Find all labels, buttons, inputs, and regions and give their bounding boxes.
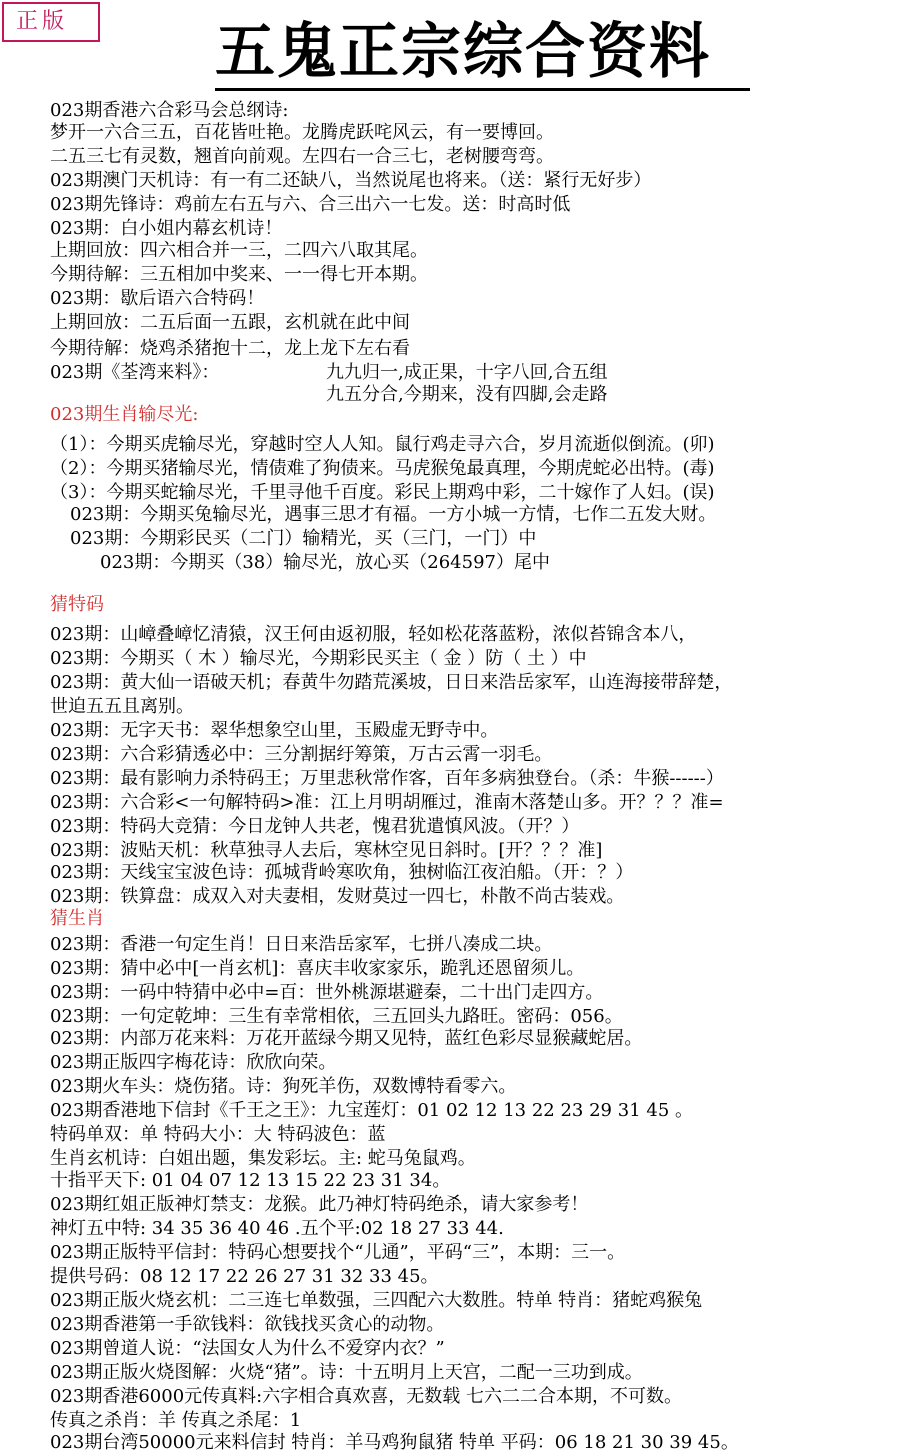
text-line: 023期：白小姐内幕玄机诗！ [50,218,283,239]
text-line: 023期先锋诗：鸡前左右五与六、合三出六一七发。送：时高时低 [50,194,571,215]
text-line: 023期香港地下信封《千王之王》：九宝莲灯：01 02 12 13 22 23 29 31 45 。 [50,1100,693,1121]
text-line: 023期《荃湾来料》： [50,362,220,383]
text-line: 023期：内部万花来料：万花开蓝绿今期又见特，蓝红色彩尽显猴藏蛇居。 [50,1028,643,1049]
text-line: 023期台湾50000元来料信封 特肖：羊马鸡狗鼠猪 特单 平码：06 18 21 30 39 45。 [50,1432,739,1453]
text-line: 023期：今期买（ 木 ）输尽光，今期彩民买主（ 金 ）防（ 土 ）中 [50,648,587,669]
text-line: 023期香港6000元传真料:六字相合真欢喜，无数载 七六二二合本期，不可数。 [50,1386,682,1407]
text-line: 023期：六合彩猜透必中：三分割据纡筹策，万古云霄一羽毛。 [50,744,553,765]
section-heading: 猜特码 [50,594,104,615]
text-line: 十指平天下: 01 04 07 12 13 15 22 23 31 34。 [50,1170,451,1191]
text-line: 023期：天线宝宝波色诗：孤城背岭寒吹角，独树临江夜泊船。（开：？） [50,862,634,883]
text-line: 二五三七有灵数，翘首向前观。左四右一合三七，老树腰弯弯。 [50,146,554,167]
section-heading: 023期生肖输尽光: [50,404,199,425]
text-line: 世迫五五且离别。 [50,696,194,717]
section-heading: 猜生肖 [50,908,104,929]
text-line: 今期待解：三五相加中奖来、一一得七开本期。 [50,264,428,285]
text-line: 023期正版火烧图解：火烧“猪”。诗：十五明月上天宫，二配一三功到成。 [50,1362,643,1383]
text-line: 023期：黄大仙一语破天机；春黄牛勿踏荒溪坡，日日来浩岳家军，山连海接带辞楚， [50,672,733,693]
text-line: 梦开一六合三五，百花皆吐艳。龙腾虎跃咤风云，有一要博回。 [50,122,554,143]
text-line: 023期曾道人说：“法国女人为什么不爱穿内衣？” [50,1338,445,1359]
text-line: 023期香港六合彩马会总纲诗: [50,100,289,121]
text-line: 023期：今期买兔输尽光，遇事三思才有福。一方小城一方情，七作二五发大财。 [70,504,717,525]
text-line: 上期回放：二五后面一五跟，玄机就在此中间 [50,312,410,333]
text-line: 023期：六合彩<一句解特码>准：江上月明胡雁过，淮南木落楚山多。开？？？准= [50,792,724,813]
text-line: 023期澳门天机诗：有一有二还缺八，当然说尾也将来。（送：紧行无好步） [50,170,652,191]
page-title: 五鬼正宗综合资料 [215,17,711,87]
text-line: 023期：香港一句定生肖！日日来浩岳家军，七拼八凑成二块。 [50,934,553,955]
text-line: 今期待解：烧鸡杀猪抱十二，龙上龙下左右看 [50,338,410,359]
text-line: （3）：今期买蛇输尽光，千里寻他千百度。彩民上期鸡中彩，二十嫁作了人妇。(误) [50,482,715,503]
edition-badge: 正版 [2,2,100,42]
text-line: 上期回放：四六相合并一三，二四六八取其尾。 [50,240,428,261]
text-line: 023期：特码大竞猜：今日龙钟人共老，愧君犹遣慎风波。（开？） [50,816,580,837]
text-line: 023期：歇后语六合特码！ [50,288,265,309]
text-line: 023期：一码中特猜中必中=百：世外桃源堪避秦，二十出门走四方。 [50,982,604,1003]
text-line: 023期：猜中必中[一肖玄机]：喜庆丰收家家乐，跪乳还恩留须儿。 [50,958,585,979]
text-line: 提供号码：08 12 17 22 26 27 31 32 33 45。 [50,1266,439,1287]
text-line: 生肖玄机诗：白姐出题，集发彩坛。主: 蛇马兔鼠鸡。 [50,1148,476,1169]
text-line: 传真之杀肖：羊 传真之杀尾：1 [50,1410,302,1431]
text-line: 023期：一句定乾坤：三生有幸常相依，三五回头九路旺。密码：056。 [50,1006,623,1027]
text-line: 023期：无字天书：翠华想象空山里，玉殿虚无野寺中。 [50,720,499,741]
text-line: 023期正版四字梅花诗：欣欣向荣。 [50,1052,337,1073]
text-line: 023期红姐正版神灯禁支：龙猴。此乃神灯特码绝杀，请大家参考！ [50,1194,589,1215]
text-line: 023期：今期买（38）输尽光，放心买（264597）尾中 [100,552,550,573]
text-line: （2）：今期买猪输尽光，情债难了狗债来。马虎猴兔最真理，今期虎蛇必出特。(毒) [50,458,715,479]
text-line: 023期正版火烧玄机：二三连七单数强，三四配六大数胜。特单 特肖：猪蛇鸡猴兔 [50,1290,703,1311]
text-line: 023期：波贴天机：秋草独寻人去后，寒林空见日斜时。[开？？？准] [50,840,603,861]
text-line: 023期：山嶂叠嶂忆清猿，汉王何由返初服，轻如松花落蓝粉，浓似苔锦含本八， [50,624,697,645]
text-line: 神灯五中特: 34 35 36 40 46 .五个平:02 18 27 33 44. [50,1218,504,1239]
text-line: 023期：今期彩民买（二门）输精光，买（三门，一门）中 [70,528,537,549]
text-line: 023期火车头：烧伤猪。诗：狗死羊伤，双数博特看零六。 [50,1076,517,1097]
text-line: 023期香港第一手欲钱料：欲钱找买贪心的动物。 [50,1314,445,1335]
text-line: 023期：最有影响力杀特码王；万里悲秋常作客，百年多病独登台。（杀：牛猴------） [50,768,724,789]
text-line: （1）：今期买虎输尽光，穿越时空人人知。鼠行鸡走寻六合，岁月流逝似倒流。(卯) [50,434,715,455]
text-line-right: 九五分合,今期来，没有四脚,会走路 [326,384,608,405]
text-line-right: 九九归一,成正果，十字八回,合五组 [326,362,608,383]
text-line: 023期正版特平信封：特码心想要找个“儿通”，平码“三”，本期：三一。 [50,1242,626,1263]
text-line: 特码单双：单 特码大小：大 特码波色：蓝 [50,1124,386,1145]
text-line: 023期：铁算盘：成双入对夫妻相，发财莫过一四七，朴散不尚古装戏。 [50,886,625,907]
title-underline [215,88,750,91]
